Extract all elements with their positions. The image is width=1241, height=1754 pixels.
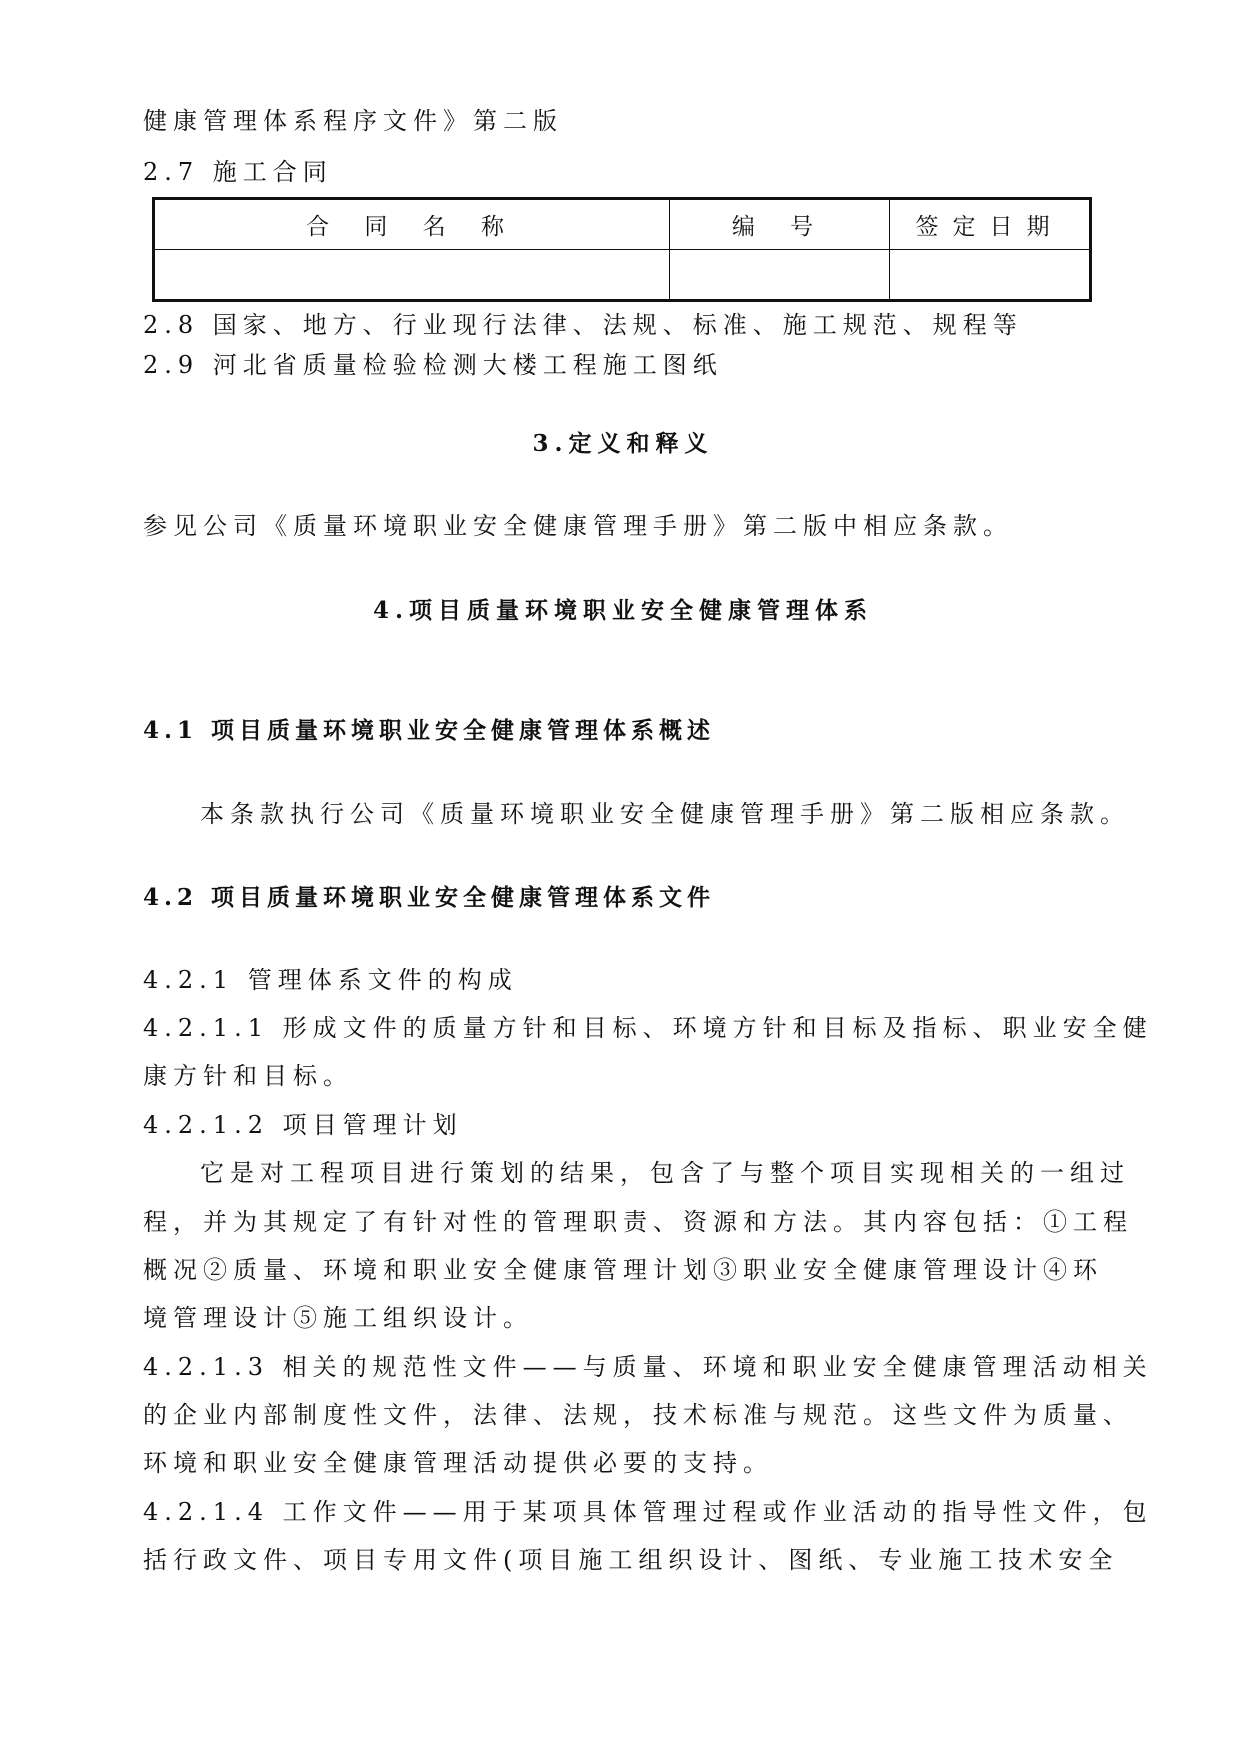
table-cell — [670, 250, 890, 301]
heading-section-4: 4.项目质量环境职业安全健康管理体系 — [372, 597, 873, 624]
table-header-row — [154, 199, 1091, 250]
header-sign-date: 签定日期 — [890, 199, 1091, 250]
text-line: 境管理设计⑤施工组织设计。 — [143, 1304, 533, 1332]
text-line: 概况②质量、环境和职业安全健康管理计划③职业安全健康管理设计④环 — [143, 1256, 1103, 1284]
text-line: 4.2.1 管理体系文件的构成 — [143, 966, 518, 994]
text-line: 4.2.1.4 工作文件——用于某项具体管理过程或作业活动的指导性文件，包 — [143, 1498, 1153, 1526]
text-line: 的企业内部制度性文件，法律、法规，技术标准与规范。这些文件为质量、 — [143, 1401, 1133, 1429]
text-line: 程，并为其规定了有针对性的管理职责、资源和方法。其内容包括：①工程 — [143, 1208, 1133, 1236]
text-line: 参见公司《质量环境职业安全健康管理手册》第二版中相应条款。 — [143, 512, 1013, 540]
heading-section-4-1: 4.1 项目质量环境职业安全健康管理体系概述 — [143, 717, 716, 744]
table-cell — [890, 250, 1091, 301]
heading-section-3: 3.定义和释义 — [532, 430, 714, 457]
text-line: 本条款执行公司《质量环境职业安全健康管理手册》第二版相应条款。 — [200, 800, 1130, 828]
heading-section-4-2: 4.2 项目质量环境职业安全健康管理体系文件 — [143, 884, 716, 911]
header-contract-name: 合 同 名 称 — [154, 199, 670, 250]
text-line: 它是对工程项目进行策划的结果，包含了与整个项目实现相关的一组过 — [200, 1159, 1130, 1187]
section-2-8-text: 2.8 国家、地方、行业现行法律、法规、标准、施工规范、规程等 — [143, 311, 1023, 339]
text-line: 4.2.1.3 相关的规范性文件——与质量、环境和职业安全健康管理活动相关 — [143, 1353, 1153, 1381]
contract-table — [152, 197, 1092, 302]
text-line: 括行政文件、项目专用文件(项目施工组织设计、图纸、专业施工技术安全 — [143, 1546, 1119, 1574]
table-cell — [154, 250, 670, 301]
text-line: 4.2.1.1 形成文件的质量方针和目标、环境方针和目标及指标、职业安全健 — [143, 1014, 1153, 1042]
text-line: 4.2.1.2 项目管理计划 — [143, 1111, 463, 1139]
table-row — [154, 250, 1091, 301]
text-line: 环境和职业安全健康管理活动提供必要的支持。 — [143, 1449, 773, 1477]
text-line: 康方针和目标。 — [143, 1062, 353, 1090]
section-2-7-title: 2.7 施工合同 — [143, 158, 333, 186]
section-2-9-text: 2.9 河北省质量检验检测大楼工程施工图纸 — [143, 351, 723, 379]
text-line: 健康管理体系程序文件》第二版 — [143, 107, 563, 135]
header-number: 编 号 — [670, 199, 890, 250]
